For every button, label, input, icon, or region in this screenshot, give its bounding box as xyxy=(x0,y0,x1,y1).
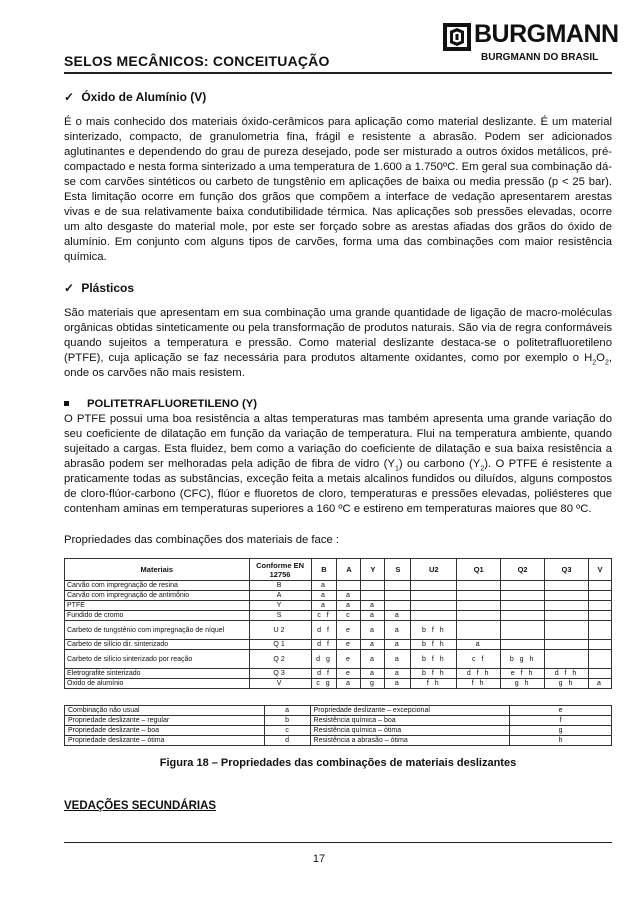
property-cell: g xyxy=(361,679,385,689)
brand-subtitle: BURGMANN DO BRASIL xyxy=(481,52,599,63)
property-cell: a xyxy=(311,581,337,591)
paragraph-aluminio: É o mais conhecido dos materiais óxido-cerâmicos para aplicação como material deslizante. É um material sinterizado, compacto, de granulometria fina, frágil e resistente a abrasão. Podem ser adicionados aglutinantes e dependendo do grau de pureza desejado, pode ser misturado a outros óxidos metálicos, pré-compactado e nesta forma sinterizado a uma temperatura de 1.600 a 1.750ºC. Em geral sua combinação dá-se com carvões sintéticos ou carbeto de tungstênio em aplicações de baixa ou media pressão (p < 25 bar). Esta limitação ocorre em função dos grãos que compõem a interface de vedação apresentarem arestas vivas e de sua relativamente baixa condutibilidade térmica. Nas aplicações sob pressões elevadas, ocorre um alto desgaste do material mole, por este ser forçado sobre as arestas afiadas dos grãos do óxido de alumínio. Em conjunto com alguns tipos de carvões, forma uma das combinações com maior resistência química. xyxy=(64,116,612,263)
material-cell: Óxido de alumínio xyxy=(65,679,250,689)
property-cell xyxy=(501,640,545,650)
legend-code-a: d xyxy=(264,736,310,746)
table-row xyxy=(65,640,612,650)
property-cell: b g h xyxy=(501,650,545,669)
property-cell xyxy=(545,601,589,611)
property-cell xyxy=(588,669,611,679)
property-cell xyxy=(501,591,545,601)
property-cell: a xyxy=(361,650,385,669)
brand-name: BURGMANN xyxy=(474,20,619,48)
property-cell xyxy=(588,650,611,669)
check-icon: ✓ xyxy=(64,90,75,104)
legend-label-b: Resistência a abrasão – ótima xyxy=(310,736,510,746)
property-cell xyxy=(411,611,457,621)
legend-label-a: Propriedade deslizante – boa xyxy=(65,726,265,736)
property-cell xyxy=(545,611,589,621)
props-intro: Propriedades das combinações dos materiais de face : xyxy=(64,534,340,546)
code-cell: Q3 xyxy=(249,669,311,679)
legend-code-a: b xyxy=(264,716,310,726)
header-q1: Q1 xyxy=(457,559,501,581)
property-cell: a xyxy=(385,669,411,679)
property-cell: a xyxy=(385,621,411,640)
section-heading-plasticos xyxy=(64,281,612,296)
property-cell: d f h xyxy=(545,669,589,679)
properties-table-body xyxy=(65,581,612,689)
property-cell: b f h xyxy=(411,621,457,640)
property-cell xyxy=(337,581,361,591)
code-cell: V xyxy=(249,679,311,689)
material-cell: Eletrografite sinterizado xyxy=(65,669,250,679)
property-cell: a xyxy=(385,650,411,669)
heading-text: Óxido de Alumínio (V) xyxy=(81,90,207,104)
property-cell xyxy=(457,581,501,591)
property-cell: a xyxy=(385,679,411,689)
property-cell xyxy=(457,591,501,601)
property-cell xyxy=(588,621,611,640)
subsection-heading-ptfe: POLITETRAFLUORETILENO (Y) xyxy=(64,397,612,412)
property-cell: b f h xyxy=(411,640,457,650)
legend-code-a: a xyxy=(264,706,310,716)
property-cell: c g xyxy=(311,679,337,689)
code-cell: Y xyxy=(249,601,311,611)
header-q2: Q2 xyxy=(501,559,545,581)
property-cell xyxy=(545,650,589,669)
burgmann-logo-icon xyxy=(442,22,472,52)
property-cell xyxy=(501,581,545,591)
burgmann-logo xyxy=(442,20,619,66)
property-cell xyxy=(385,601,411,611)
property-cell xyxy=(385,581,411,591)
material-cell: Fundido de cromo xyxy=(65,611,250,621)
heading-text: Plásticos xyxy=(81,281,135,295)
property-cell: a xyxy=(385,640,411,650)
property-cell: d f xyxy=(311,669,337,679)
table-row xyxy=(65,650,612,669)
property-cell: a xyxy=(311,601,337,611)
page-content xyxy=(64,90,612,814)
properties-table xyxy=(64,558,612,689)
property-cell: e xyxy=(337,640,361,650)
code-cell: S xyxy=(249,611,311,621)
property-cell xyxy=(501,601,545,611)
code-cell: B xyxy=(249,581,311,591)
property-cell: c xyxy=(337,611,361,621)
property-cell: d f xyxy=(311,621,337,640)
material-cell: Carbeto de silício dir. sinterizado xyxy=(65,640,250,650)
legend-label-b: Resistência química – boa xyxy=(310,716,510,726)
property-cell xyxy=(545,591,589,601)
paragraph-ptfe: O PTFE possui uma boa resistência a altas temperaturas mas também apresenta uma grande variação do seu coeficiente de dilatação em função da variação de temperatura. Flui na temperatura ambiente, quando sujeitado a cargas. Esta fluidez, bem como a variação do coeficiente de dilatação e sua baixa resistência a abrasão podem ser melhoradas pela adição de fibra de vidro $(Y_1)$ ou carbono $(Y_2)$. O PTFE é resistente a praticamente todas as substâncias, exceção feita a metais alcalinos fundidos ou diluídos, alguns compostos de cloro-flúor-carbono (CFC), flúor e fluoretos de cloro, temperaturas e pressões elevadas, poliésteres que contenham aminas em temperaturas superiores a 160 ºC e estireno em temperaturas maiores que 80 ºC. xyxy=(64,413,613,515)
property-cell: f h xyxy=(411,679,457,689)
legend-row xyxy=(65,716,612,726)
property-cell xyxy=(457,601,501,611)
property-cell: e xyxy=(337,650,361,669)
legend-label-b: Propriedade deslizante – excepcional xyxy=(310,706,510,716)
page-header xyxy=(64,20,619,70)
check-icon: ✓ xyxy=(64,281,75,295)
document-title: SELOS MECÂNICOS: CONCEITUAÇÃO xyxy=(64,53,330,69)
legend-label-a: Propriedade deslizante – regular xyxy=(65,716,265,726)
property-cell: d f xyxy=(311,640,337,650)
property-cell: a xyxy=(588,679,611,689)
header-q3: Q3 xyxy=(545,559,589,581)
legend-row xyxy=(65,736,612,746)
legend-label-a: Propriedade deslizante – ótima xyxy=(65,736,265,746)
material-cell: Carbeto de silício sinterizado por reação xyxy=(65,650,250,669)
square-bullet-icon xyxy=(64,401,69,406)
next-section-heading: VEDAÇÕES SECUNDÁRIAS xyxy=(64,800,217,812)
property-cell: a xyxy=(361,621,385,640)
legend-code-b: f xyxy=(510,716,612,726)
table-row xyxy=(65,611,612,621)
property-cell: a xyxy=(311,591,337,601)
property-cell: e xyxy=(337,621,361,640)
property-cell: c f xyxy=(311,611,337,621)
header-norm: Conforme EN 12756 xyxy=(249,559,311,581)
legend-table xyxy=(64,705,612,746)
property-cell xyxy=(411,601,457,611)
code-cell: U2 xyxy=(249,621,311,640)
header-v: V xyxy=(588,559,611,581)
property-cell xyxy=(501,611,545,621)
property-cell: a xyxy=(361,611,385,621)
legend-code-b: g xyxy=(510,726,612,736)
paragraph-plasticos: São materiais que apresentam em sua combinação uma grande quantidade de ligação de macro-moléculas orgânicas obtidas sinteticamente ou pela transformação de produtos naturais. São via de regra conformáveis quando sujeitos a temperatura e pressão. Como material deslizante destaca-se o politetrafluoretileno (PTFE), cuja aplicação se faz necessária para produtos altamente oxidantes, como por exemplo o $H_2O_2$, onde os carvões não mais resistem. xyxy=(64,307,612,379)
property-cell: b f h xyxy=(411,669,457,679)
property-cell: c f xyxy=(457,650,501,669)
property-cell xyxy=(411,581,457,591)
header-y: Y xyxy=(361,559,385,581)
property-cell: d g xyxy=(311,650,337,669)
header-s: S xyxy=(385,559,411,581)
table-row xyxy=(65,679,612,689)
property-cell: f h xyxy=(457,679,501,689)
property-cell: a xyxy=(385,611,411,621)
material-cell: Carvão com impregnação de resina xyxy=(65,581,250,591)
code-cell: A xyxy=(249,591,311,601)
table-row xyxy=(65,621,612,640)
legend-row xyxy=(65,706,612,716)
property-cell xyxy=(457,621,501,640)
property-cell xyxy=(588,581,611,591)
property-cell xyxy=(588,591,611,601)
legend-code-b: h xyxy=(510,736,612,746)
property-cell: a xyxy=(361,601,385,611)
property-cell: e f h xyxy=(501,669,545,679)
property-cell xyxy=(385,591,411,601)
legend-code-a: c xyxy=(264,726,310,736)
property-cell xyxy=(457,611,501,621)
legend-label-a: Combinação não usual xyxy=(65,706,265,716)
material-cell: PTFE xyxy=(65,601,250,611)
property-cell xyxy=(411,591,457,601)
header-u2: U2 xyxy=(411,559,457,581)
code-cell: Q2 xyxy=(249,650,311,669)
legend-row xyxy=(65,726,612,736)
property-cell xyxy=(545,581,589,591)
property-cell: d f h xyxy=(457,669,501,679)
property-cell: a xyxy=(457,640,501,650)
footer-rule xyxy=(64,842,612,843)
property-cell: g h xyxy=(501,679,545,689)
table-row xyxy=(65,601,612,611)
header-rule xyxy=(64,72,612,74)
header-materials: Materiais xyxy=(65,559,250,581)
table-row xyxy=(65,591,612,601)
property-cell: g h xyxy=(545,679,589,689)
legend-label-b: Resistência química – ótima xyxy=(310,726,510,736)
property-cell xyxy=(588,611,611,621)
property-cell: a xyxy=(361,669,385,679)
property-cell: a xyxy=(337,601,361,611)
property-cell xyxy=(361,581,385,591)
table-row xyxy=(65,669,612,679)
property-cell: b f h xyxy=(411,650,457,669)
header-a: A xyxy=(337,559,361,581)
section-heading-aluminio xyxy=(64,90,612,105)
legend-code-b: e xyxy=(510,706,612,716)
property-cell xyxy=(588,640,611,650)
table-row xyxy=(65,581,612,591)
material-cell: Carvão com impregnação de antimônio xyxy=(65,591,250,601)
table-header-row xyxy=(65,559,612,581)
property-cell xyxy=(501,621,545,640)
property-cell xyxy=(545,640,589,650)
property-cell xyxy=(588,601,611,611)
property-cell: e xyxy=(337,669,361,679)
property-cell xyxy=(361,591,385,601)
page-number: 17 xyxy=(312,853,326,865)
code-cell: Q1 xyxy=(249,640,311,650)
property-cell xyxy=(545,621,589,640)
figure-caption: Figura 18 – Propriedades das combinações de materiais deslizantes xyxy=(159,757,517,769)
material-cell: Carbeto de tungstênio com impregnação de níquel xyxy=(65,621,250,640)
property-cell: a xyxy=(337,591,361,601)
property-cell: a xyxy=(337,679,361,689)
property-cell: a xyxy=(361,640,385,650)
header-b: B xyxy=(311,559,337,581)
